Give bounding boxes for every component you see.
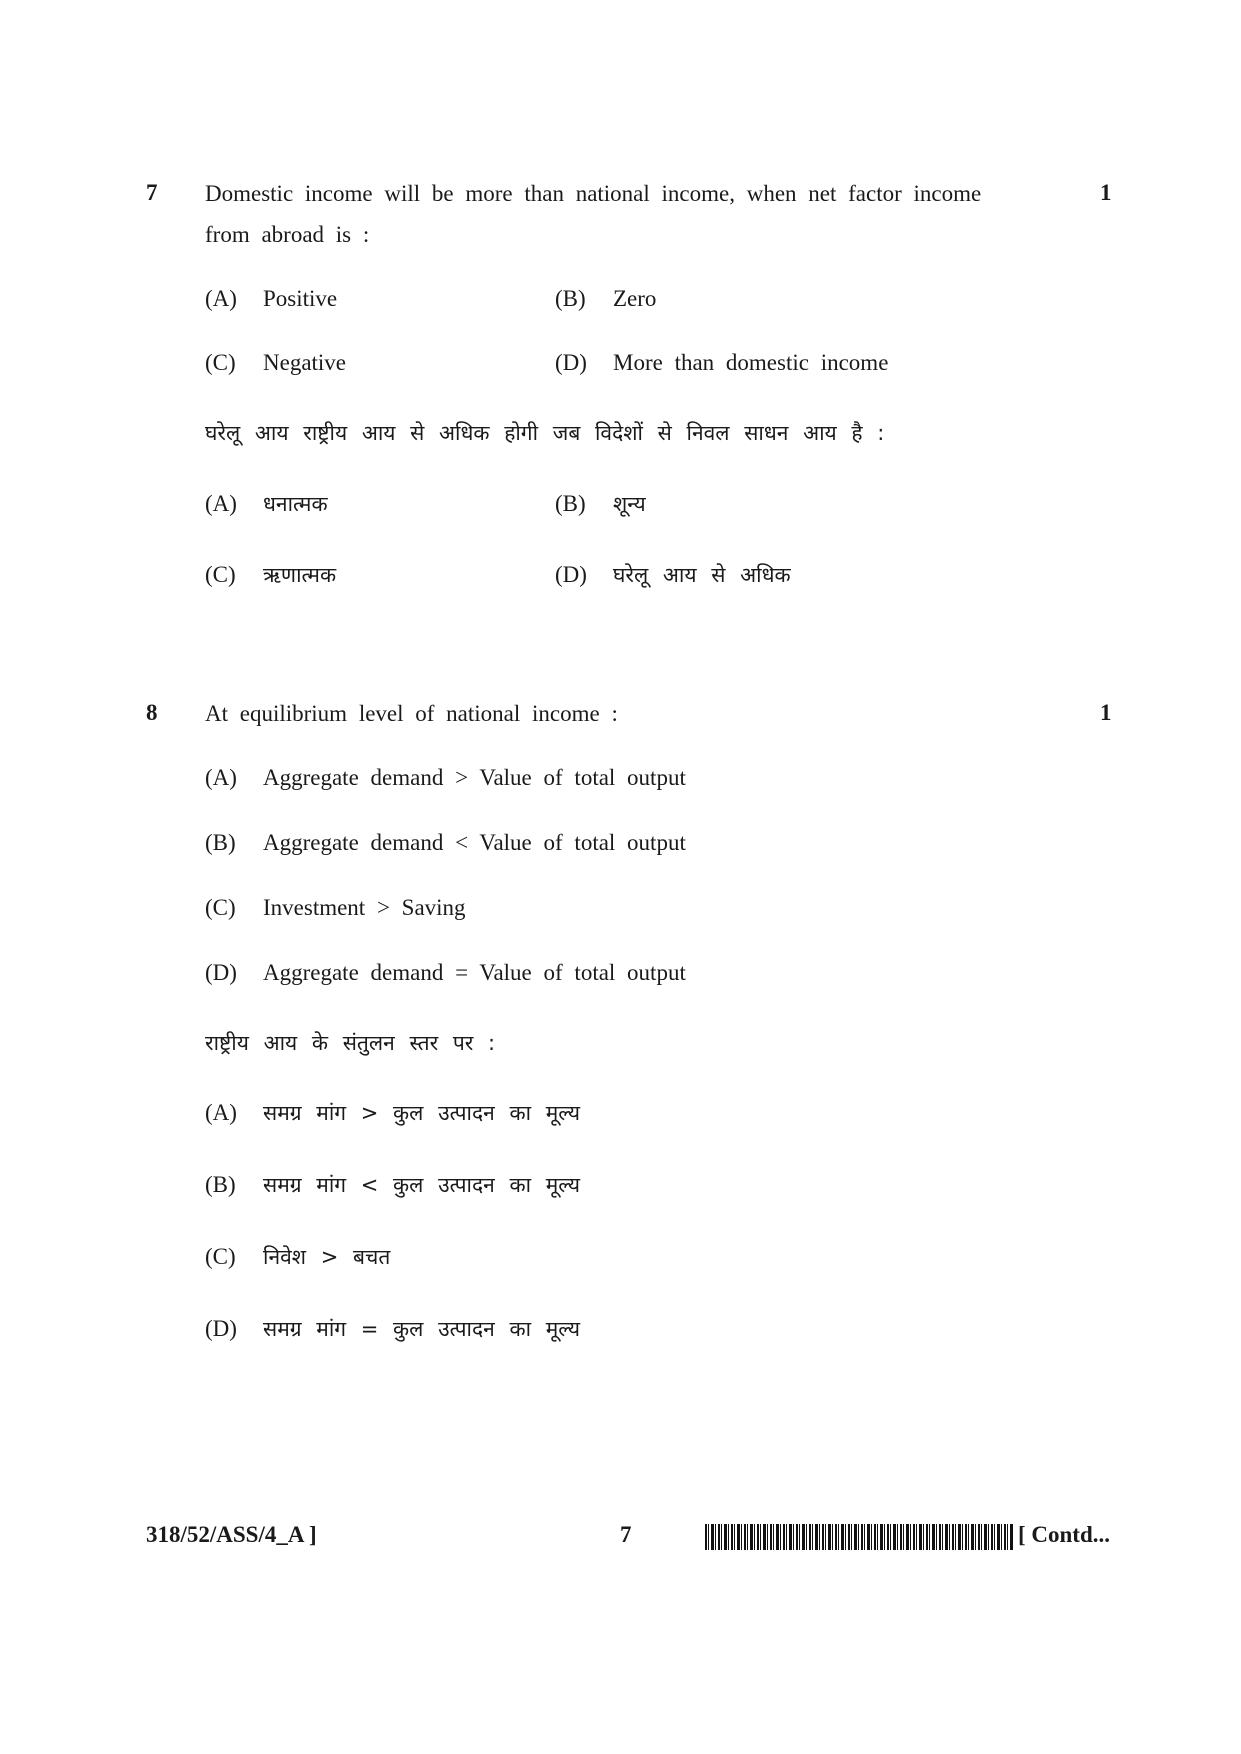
option-text: ऋणात्मक (263, 563, 337, 587)
option-text: Aggregate demand = Value of total output (263, 960, 686, 985)
option-label: (D) (555, 350, 587, 375)
option-text: More than domestic income (613, 350, 889, 375)
option-label: (B) (555, 491, 586, 516)
option-b-english (205, 830, 686, 856)
option-a-hindi (205, 1099, 580, 1127)
option-text: Zero (613, 286, 657, 311)
option-c-hindi (205, 561, 336, 589)
option-a-english (205, 286, 337, 312)
option-text: निवेश > बचत (263, 1245, 391, 1269)
question-stem-english (205, 173, 1055, 255)
option-text: घरेलू आय से अधिक (613, 563, 791, 587)
option-text: धनात्मक (263, 492, 328, 516)
paper-code: 318/52/ASS/4_A ] (146, 1522, 317, 1547)
option-label: (D) (205, 1316, 237, 1341)
option-label: (A) (205, 491, 237, 516)
option-label: (B) (205, 830, 236, 855)
option-label: (B) (555, 286, 586, 311)
option-label: (C) (205, 350, 236, 375)
page-number: 7 (620, 1522, 632, 1547)
option-text: Aggregate demand < Value of total output (263, 830, 686, 855)
option-a-english (205, 765, 686, 791)
question-stem-hindi: घरेलू आय राष्ट्रीय आय से अधिक होगी जब विदेशों से निवल साधन आय है : (205, 421, 885, 445)
option-label: (A) (205, 286, 237, 311)
option-label: (D) (555, 562, 587, 587)
option-label: (C) (205, 895, 236, 920)
option-d-english (205, 960, 686, 986)
continued-label: [ Contd... (1018, 1522, 1111, 1547)
question-marks: 1 (1100, 180, 1112, 205)
option-label: (B) (205, 1172, 236, 1197)
option-label: (C) (205, 562, 236, 587)
question-stem-english: At equilibrium level of national income : (205, 701, 618, 726)
option-text: समग्र मांग < कुल उत्पादन का मूल्य (263, 1173, 581, 1197)
option-text: शून्य (613, 492, 646, 516)
option-text: समग्र मांग > कुल उत्पादन का मूल्य (263, 1101, 581, 1125)
question-stem-line: from abroad is : (205, 222, 370, 247)
option-label: (A) (205, 1100, 237, 1125)
option-d-english (555, 350, 888, 376)
option-c-hindi (205, 1243, 390, 1271)
option-label: (A) (205, 765, 237, 790)
option-text: Aggregate demand > Value of total output (263, 765, 686, 790)
question-stem-line: Domestic income will be more than national income, when net factor income (205, 181, 982, 206)
option-text: Investment > Saving (263, 895, 466, 920)
option-d-hindi (205, 1315, 580, 1343)
option-text: Negative (263, 350, 347, 375)
option-b-hindi (555, 490, 646, 518)
question-marks: 1 (1100, 700, 1112, 725)
barcode (705, 1524, 1013, 1550)
option-b-hindi (205, 1171, 580, 1199)
question-number: 8 (146, 700, 158, 725)
option-c-english (205, 895, 466, 921)
option-label: (D) (205, 960, 237, 985)
question-number: 7 (146, 180, 158, 205)
question-stem-hindi: राष्ट्रीय आय के संतुलन स्तर पर : (205, 1031, 496, 1055)
option-c-english (205, 350, 346, 376)
option-text: Positive (263, 286, 338, 311)
option-a-hindi (205, 490, 328, 518)
option-d-hindi (555, 561, 791, 589)
option-b-english (555, 286, 656, 312)
option-text: समग्र मांग = कुल उत्पादन का मूल्य (263, 1317, 581, 1341)
option-label: (C) (205, 1244, 236, 1269)
